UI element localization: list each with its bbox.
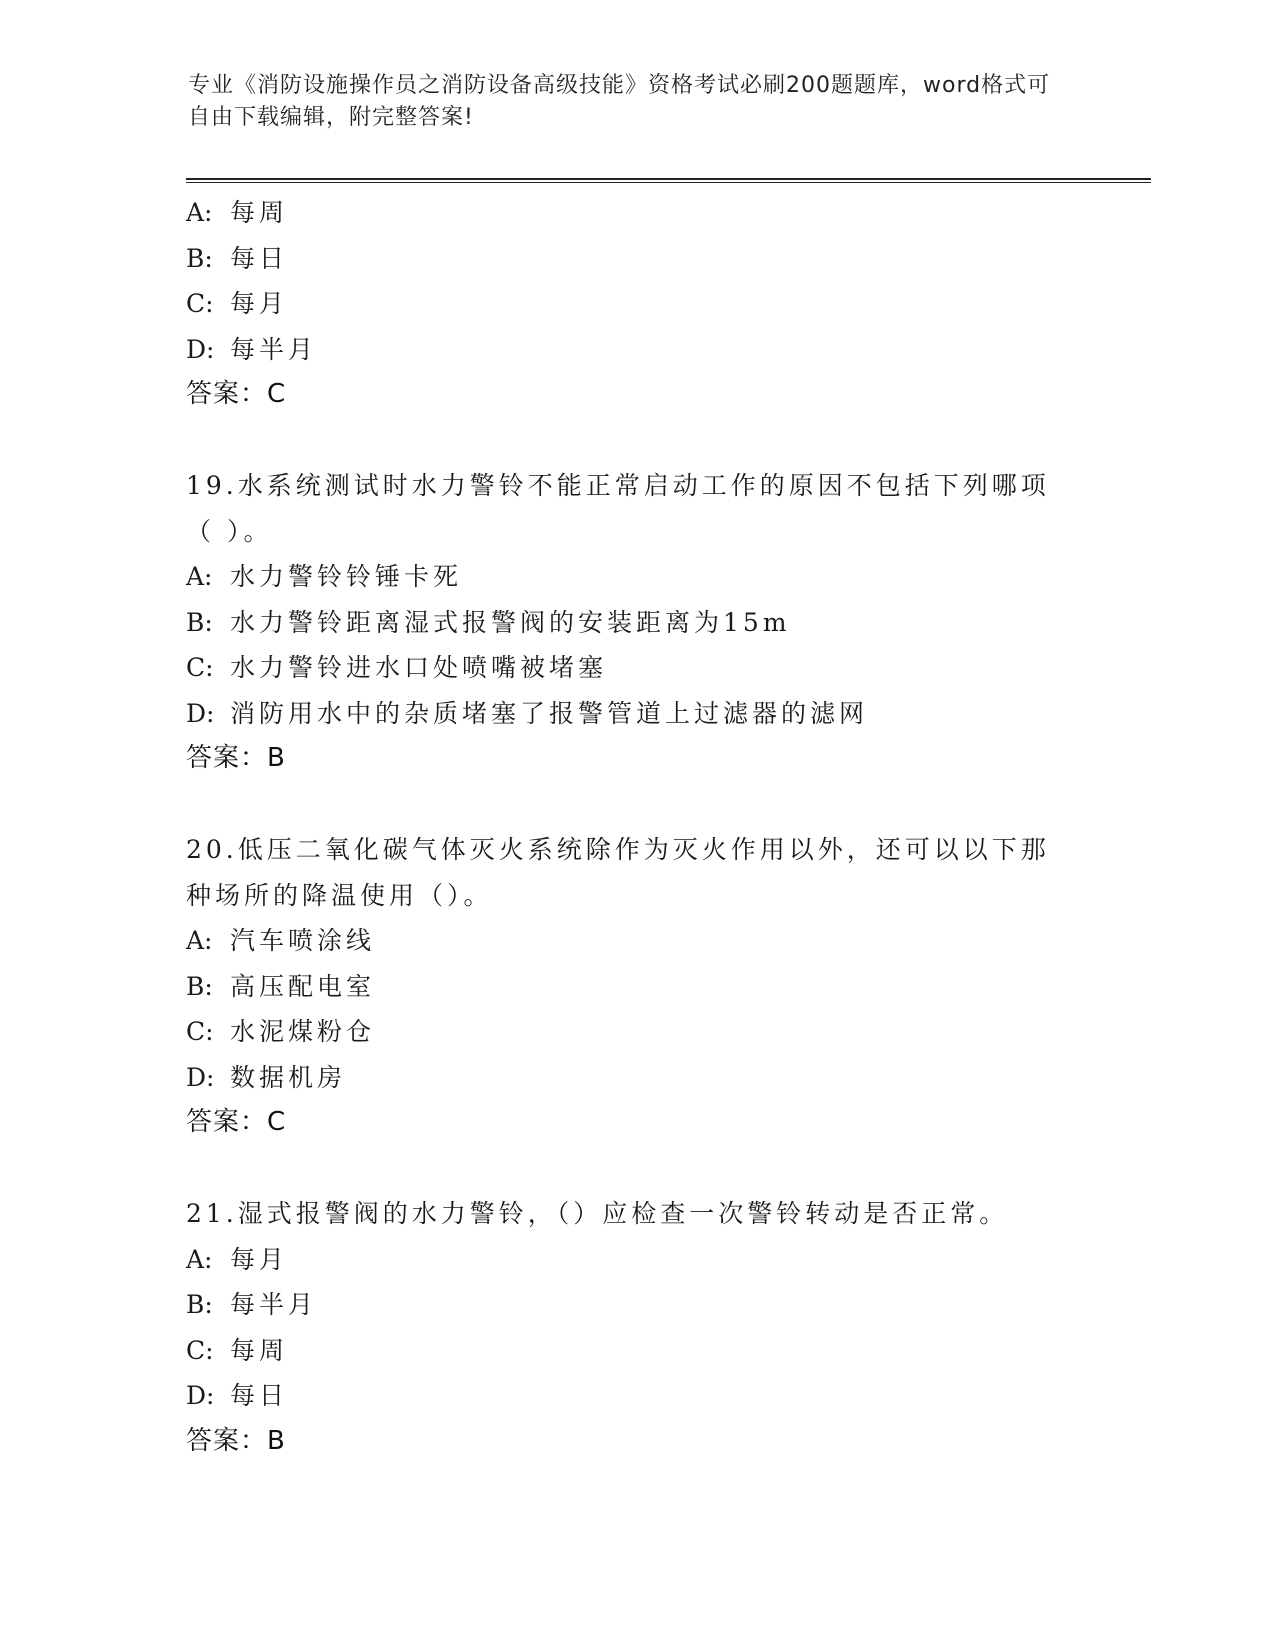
option-d (186, 1055, 1086, 1101)
option-label: A: (186, 562, 213, 591)
option-c (186, 645, 1086, 691)
option-b (186, 964, 1086, 1010)
question-block-19 (186, 463, 1086, 782)
option-label: B: (186, 243, 213, 273)
option-c (186, 1328, 1086, 1374)
option-text: 每月 (230, 1244, 289, 1274)
option-text: 每半月 (230, 334, 318, 364)
option-d (186, 327, 1086, 373)
option-c (186, 281, 1086, 327)
option-label: C: (186, 1017, 214, 1046)
option-label: C: (186, 289, 214, 318)
option-label: D: (186, 1381, 215, 1410)
option-text: 汽车喷涂线 (230, 926, 376, 955)
option-label: B: (186, 607, 213, 637)
option-b (186, 1282, 1086, 1328)
spacer (186, 418, 1086, 464)
option-d (186, 1373, 1086, 1419)
option-label: A: (186, 926, 213, 955)
option-d (186, 691, 1086, 737)
spacer (186, 1146, 1086, 1192)
option-label: A: (186, 1244, 213, 1274)
question-block-20 (186, 827, 1086, 1146)
option-label: B: (186, 971, 213, 1001)
option-text: 高压配电室 (230, 971, 376, 1001)
answer-line: 答案：C (186, 1107, 287, 1137)
answer-line: 答案：C (186, 379, 287, 409)
answer-line: 答案：B (186, 743, 286, 773)
option-text: 水力警铃进水口处喷嘴被堵塞 (230, 653, 608, 682)
option-a (186, 554, 1086, 600)
option-text: 每日 (230, 1381, 289, 1410)
option-text: 每月 (230, 289, 289, 318)
header-divider (186, 178, 1151, 183)
question-block-18 (186, 190, 1086, 418)
option-b (186, 600, 1086, 646)
option-a (186, 190, 1086, 236)
option-text: 每周 (230, 198, 289, 227)
option-text: 消防用水中的杂质堵塞了报警管道上过滤器的滤网 (230, 698, 869, 728)
option-text: 数据机房 (230, 1062, 347, 1092)
option-text: 水力警铃距离湿式报警阀的安装距离为15m (230, 607, 791, 637)
document-header: 专业《消防设施操作员之消防设备高级技能》资格考试必刷200题题库，word格式可自由下载编辑，附完整答案! (188, 73, 1051, 130)
option-text: 每日 (230, 243, 289, 273)
question-text: 19.水系统测试时水力警铃不能正常启动工作的原因不包括下列哪项（ ）。 (186, 471, 1050, 546)
option-label: D: (186, 334, 215, 364)
question-block-21 (186, 1191, 1086, 1464)
answer-line: 答案：B (186, 1425, 286, 1456)
option-label: A: (186, 198, 213, 227)
option-label: B: (186, 1290, 213, 1319)
option-text: 每周 (230, 1335, 289, 1365)
option-a (186, 918, 1086, 964)
option-label: D: (186, 1062, 215, 1092)
option-label: D: (186, 698, 215, 728)
question-list (186, 190, 1086, 1464)
option-text: 每半月 (230, 1290, 318, 1319)
option-label: C: (186, 653, 214, 682)
option-label: C: (186, 1335, 214, 1365)
option-c (186, 1009, 1086, 1055)
option-b (186, 236, 1086, 282)
spacer (186, 782, 1086, 828)
option-a (186, 1237, 1086, 1283)
question-text: 20.低压二氧化碳气体灭火系统除作为灭火作用以外，还可以以下那种场所的降温使用（）。 (186, 835, 1050, 910)
question-text: 21.湿式报警阀的水力警铃，（）应检查一次警铃转动是否正常。 (186, 1199, 1009, 1228)
option-text: 水力警铃铃锤卡死 (230, 562, 463, 591)
option-text: 水泥煤粉仓 (230, 1017, 376, 1046)
